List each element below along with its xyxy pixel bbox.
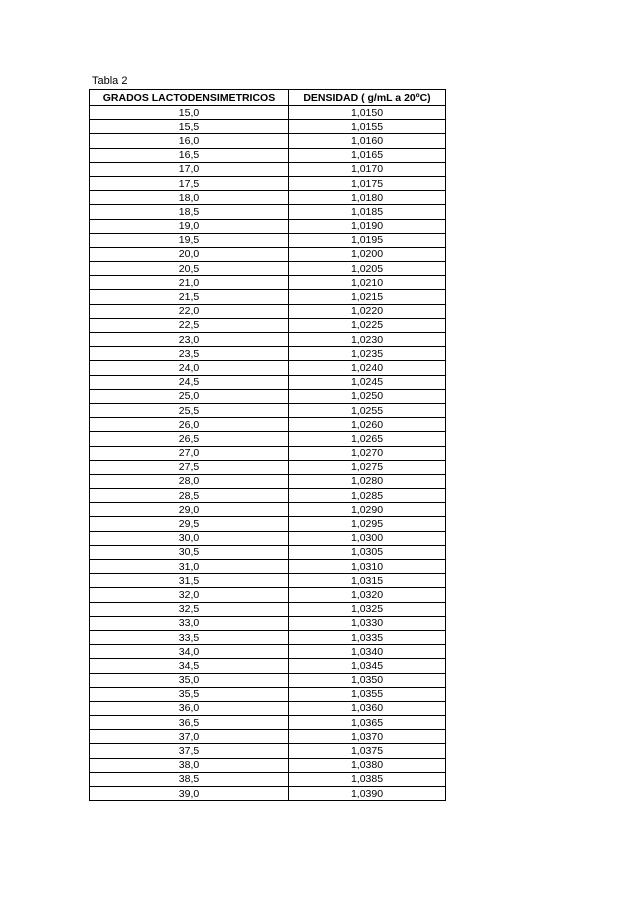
cell-grados: 35,5 bbox=[90, 687, 289, 701]
table-row bbox=[90, 446, 446, 460]
cell-densidad: 1,0195 bbox=[289, 233, 446, 247]
cell-densidad: 1,0275 bbox=[289, 460, 446, 474]
cell-densidad: 1,0375 bbox=[289, 744, 446, 758]
cell-densidad: 1,0360 bbox=[289, 701, 446, 715]
cell-grados: 23,0 bbox=[90, 333, 289, 347]
table-row bbox=[90, 616, 446, 630]
cell-densidad: 1,0190 bbox=[289, 219, 446, 233]
cell-grados: 35,0 bbox=[90, 673, 289, 687]
table-row bbox=[90, 503, 446, 517]
cell-densidad: 1,0390 bbox=[289, 787, 446, 801]
table-row bbox=[90, 432, 446, 446]
table-row bbox=[90, 787, 446, 801]
cell-densidad: 1,0180 bbox=[289, 191, 446, 205]
cell-densidad: 1,0270 bbox=[289, 446, 446, 460]
cell-densidad: 1,0185 bbox=[289, 205, 446, 219]
cell-grados: 28,0 bbox=[90, 474, 289, 488]
table-row bbox=[90, 148, 446, 162]
cell-densidad: 1,0280 bbox=[289, 474, 446, 488]
table-row bbox=[90, 588, 446, 602]
cell-densidad: 1,0155 bbox=[289, 120, 446, 134]
cell-grados: 21,0 bbox=[90, 276, 289, 290]
cell-grados: 30,5 bbox=[90, 545, 289, 559]
cell-densidad: 1,0260 bbox=[289, 418, 446, 432]
cell-densidad: 1,0315 bbox=[289, 574, 446, 588]
cell-grados: 21,5 bbox=[90, 290, 289, 304]
table-row bbox=[90, 176, 446, 190]
table-row bbox=[90, 403, 446, 417]
table-row bbox=[90, 545, 446, 559]
cell-grados: 19,0 bbox=[90, 219, 289, 233]
cell-grados: 37,0 bbox=[90, 730, 289, 744]
cell-grados: 34,0 bbox=[90, 645, 289, 659]
table-row bbox=[90, 730, 446, 744]
cell-grados: 24,0 bbox=[90, 361, 289, 375]
table-row bbox=[90, 772, 446, 786]
table-row bbox=[90, 716, 446, 730]
cell-grados: 25,0 bbox=[90, 389, 289, 403]
table-row bbox=[90, 687, 446, 701]
table-row bbox=[90, 375, 446, 389]
cell-grados: 36,0 bbox=[90, 701, 289, 715]
cell-densidad: 1,0160 bbox=[289, 134, 446, 148]
header-grados-lactodensimetricos: GRADOS LACTODENSIMETRICOS bbox=[90, 90, 289, 106]
cell-densidad: 1,0310 bbox=[289, 560, 446, 574]
cell-grados: 32,5 bbox=[90, 602, 289, 616]
cell-densidad: 1,0210 bbox=[289, 276, 446, 290]
cell-grados: 27,5 bbox=[90, 460, 289, 474]
table-caption: Tabla 2 bbox=[92, 75, 128, 87]
cell-densidad: 1,0245 bbox=[289, 375, 446, 389]
cell-grados: 39,0 bbox=[90, 787, 289, 801]
cell-grados: 32,0 bbox=[90, 588, 289, 602]
table-row bbox=[90, 247, 446, 261]
table-row bbox=[90, 233, 446, 247]
cell-densidad: 1,0220 bbox=[289, 304, 446, 318]
table-row bbox=[90, 758, 446, 772]
table-row bbox=[90, 205, 446, 219]
table-row bbox=[90, 219, 446, 233]
table-row bbox=[90, 602, 446, 616]
cell-grados: 18,0 bbox=[90, 191, 289, 205]
cell-densidad: 1,0295 bbox=[289, 517, 446, 531]
cell-grados: 22,0 bbox=[90, 304, 289, 318]
cell-grados: 26,5 bbox=[90, 432, 289, 446]
table-row bbox=[90, 531, 446, 545]
cell-densidad: 1,0230 bbox=[289, 333, 446, 347]
table-body bbox=[90, 106, 446, 801]
table-row bbox=[90, 162, 446, 176]
cell-densidad: 1,0265 bbox=[289, 432, 446, 446]
table-row bbox=[90, 701, 446, 715]
table-row bbox=[90, 304, 446, 318]
cell-densidad: 1,0350 bbox=[289, 673, 446, 687]
cell-grados: 24,5 bbox=[90, 375, 289, 389]
cell-grados: 28,5 bbox=[90, 489, 289, 503]
table-row bbox=[90, 290, 446, 304]
table-row bbox=[90, 460, 446, 474]
cell-densidad: 1,0255 bbox=[289, 403, 446, 417]
cell-densidad: 1,0285 bbox=[289, 489, 446, 503]
cell-grados: 19,5 bbox=[90, 233, 289, 247]
table-row bbox=[90, 560, 446, 574]
cell-grados: 25,5 bbox=[90, 403, 289, 417]
cell-densidad: 1,0175 bbox=[289, 176, 446, 190]
table-row bbox=[90, 389, 446, 403]
cell-grados: 34,5 bbox=[90, 659, 289, 673]
table-row bbox=[90, 120, 446, 134]
table-row bbox=[90, 134, 446, 148]
cell-grados: 18,5 bbox=[90, 205, 289, 219]
table-row bbox=[90, 276, 446, 290]
cell-densidad: 1,0290 bbox=[289, 503, 446, 517]
table-row bbox=[90, 744, 446, 758]
cell-grados: 30,0 bbox=[90, 531, 289, 545]
cell-grados: 33,5 bbox=[90, 630, 289, 644]
cell-densidad: 1,0170 bbox=[289, 162, 446, 176]
cell-densidad: 1,0380 bbox=[289, 758, 446, 772]
header-densidad: DENSIDAD ( g/mL a 20ºC) bbox=[289, 90, 446, 106]
cell-grados: 20,0 bbox=[90, 247, 289, 261]
cell-grados: 38,5 bbox=[90, 772, 289, 786]
cell-grados: 17,0 bbox=[90, 162, 289, 176]
cell-grados: 27,0 bbox=[90, 446, 289, 460]
cell-densidad: 1,0345 bbox=[289, 659, 446, 673]
cell-grados: 16,0 bbox=[90, 134, 289, 148]
cell-densidad: 1,0325 bbox=[289, 602, 446, 616]
table-row bbox=[90, 106, 446, 120]
cell-grados: 16,5 bbox=[90, 148, 289, 162]
cell-grados: 37,5 bbox=[90, 744, 289, 758]
cell-densidad: 1,0150 bbox=[289, 106, 446, 120]
cell-densidad: 1,0365 bbox=[289, 716, 446, 730]
cell-densidad: 1,0355 bbox=[289, 687, 446, 701]
cell-densidad: 1,0215 bbox=[289, 290, 446, 304]
cell-densidad: 1,0300 bbox=[289, 531, 446, 545]
table-row bbox=[90, 318, 446, 332]
cell-grados: 15,0 bbox=[90, 106, 289, 120]
table-row bbox=[90, 474, 446, 488]
cell-densidad: 1,0250 bbox=[289, 389, 446, 403]
cell-grados: 33,0 bbox=[90, 616, 289, 630]
cell-grados: 22,5 bbox=[90, 318, 289, 332]
cell-densidad: 1,0385 bbox=[289, 772, 446, 786]
cell-densidad: 1,0235 bbox=[289, 347, 446, 361]
table-row bbox=[90, 630, 446, 644]
density-table bbox=[89, 89, 446, 801]
cell-grados: 17,5 bbox=[90, 176, 289, 190]
cell-grados: 23,5 bbox=[90, 347, 289, 361]
table-row bbox=[90, 191, 446, 205]
cell-grados: 38,0 bbox=[90, 758, 289, 772]
cell-grados: 36,5 bbox=[90, 716, 289, 730]
cell-grados: 26,0 bbox=[90, 418, 289, 432]
cell-grados: 29,5 bbox=[90, 517, 289, 531]
cell-densidad: 1,0320 bbox=[289, 588, 446, 602]
cell-densidad: 1,0225 bbox=[289, 318, 446, 332]
cell-grados: 31,5 bbox=[90, 574, 289, 588]
table-row bbox=[90, 517, 446, 531]
table-row bbox=[90, 489, 446, 503]
table-row bbox=[90, 361, 446, 375]
table-row bbox=[90, 333, 446, 347]
cell-densidad: 1,0330 bbox=[289, 616, 446, 630]
table-row bbox=[90, 418, 446, 432]
cell-densidad: 1,0165 bbox=[289, 148, 446, 162]
cell-grados: 20,5 bbox=[90, 262, 289, 276]
table-row bbox=[90, 574, 446, 588]
cell-densidad: 1,0205 bbox=[289, 262, 446, 276]
cell-densidad: 1,0335 bbox=[289, 630, 446, 644]
cell-grados: 31,0 bbox=[90, 560, 289, 574]
table-row bbox=[90, 645, 446, 659]
cell-densidad: 1,0305 bbox=[289, 545, 446, 559]
table-row bbox=[90, 659, 446, 673]
cell-densidad: 1,0370 bbox=[289, 730, 446, 744]
table-row bbox=[90, 262, 446, 276]
table-row bbox=[90, 347, 446, 361]
cell-densidad: 1,0240 bbox=[289, 361, 446, 375]
cell-densidad: 1,0200 bbox=[289, 247, 446, 261]
table-row bbox=[90, 673, 446, 687]
cell-grados: 29,0 bbox=[90, 503, 289, 517]
table-header-row bbox=[90, 90, 446, 106]
cell-grados: 15,5 bbox=[90, 120, 289, 134]
cell-densidad: 1,0340 bbox=[289, 645, 446, 659]
